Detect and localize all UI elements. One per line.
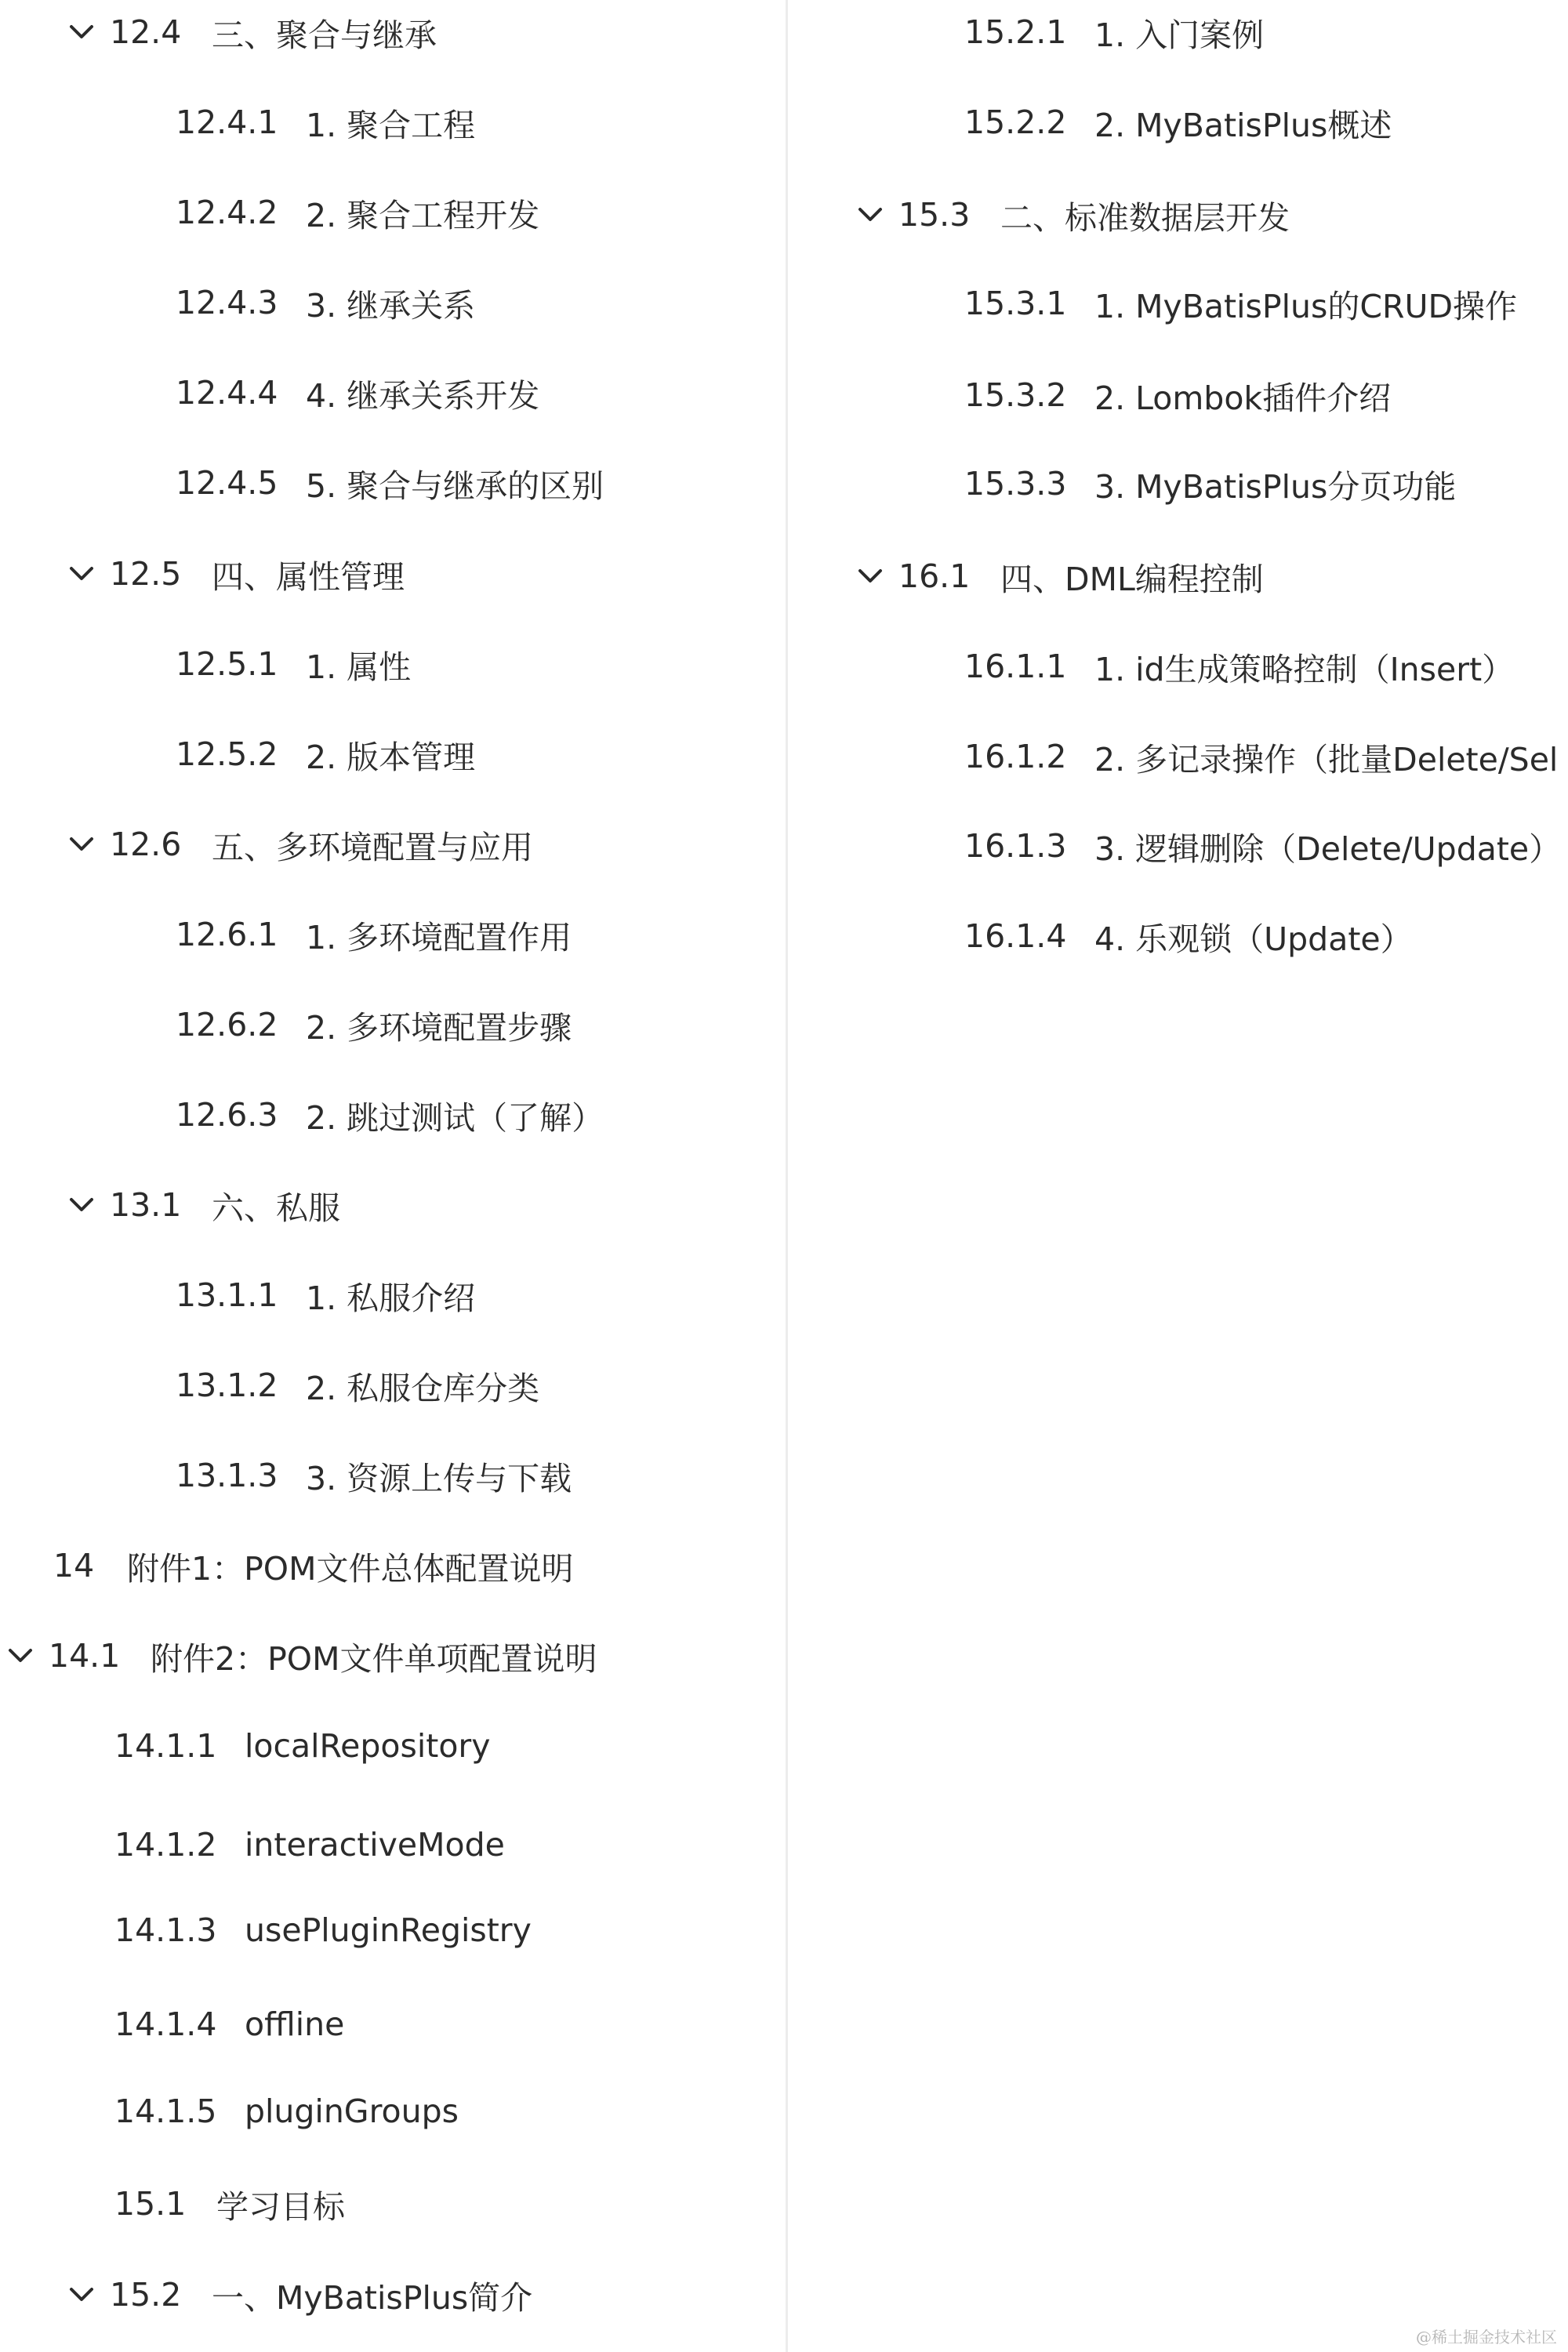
toc-item-12-4-4[interactable]: [176, 365, 539, 420]
toc-label: 3. MyBatisPlus分页功能: [1094, 467, 1457, 506]
toc-label: 五、多环境配置与应用: [212, 828, 533, 866]
toc-label: 三、聚合与继承: [212, 16, 437, 54]
toc-number: 12.6: [110, 826, 182, 863]
toc-label: 2. 多记录操作（批量Delete/Sel: [1094, 740, 1559, 779]
chevron-down-icon[interactable]: [66, 558, 97, 590]
toc-label: 2. Lombok插件介绍: [1094, 379, 1392, 417]
toc-number: 14.1.5: [114, 2092, 217, 2130]
toc-number: 13.1.2: [176, 1367, 278, 1404]
toc-number: 15.3.2: [964, 376, 1067, 414]
toc-item-12-4-2[interactable]: [176, 185, 539, 240]
chevron-down-icon[interactable]: [5, 1640, 36, 1671]
toc-number: 12.4.5: [176, 464, 278, 502]
toc-right-column: [787, 0, 1568, 2352]
toc-item-12-6-1[interactable]: [176, 907, 572, 962]
toc-number: 14.1.2: [114, 1826, 217, 1864]
toc-label: 1. 入门案例: [1094, 16, 1265, 54]
toc-label: 3. 继承关系: [306, 286, 476, 325]
toc-item-12-4-1[interactable]: [176, 95, 475, 150]
toc-number: 14.1.1: [114, 1727, 217, 1765]
toc-label: 附件2：POM文件单项配置说明: [151, 1639, 597, 1678]
toc-number: 12.4.1: [176, 103, 278, 141]
toc-item-16-1[interactable]: [855, 549, 1264, 604]
toc-item-13-1-1[interactable]: [176, 1268, 475, 1323]
toc-number: 14.1.4: [114, 2005, 217, 2043]
toc-number: 12.4.4: [176, 374, 278, 412]
toc-number: 16.1.4: [964, 917, 1067, 955]
toc-label: 1. 属性: [306, 648, 412, 686]
toc-item-12-4-5[interactable]: [176, 456, 604, 510]
chevron-down-icon[interactable]: [66, 829, 97, 860]
toc-label: 四、属性管理: [212, 557, 405, 596]
toc-item-15-2-2[interactable]: [964, 95, 1392, 150]
toc-number: 13.1.3: [176, 1457, 278, 1494]
toc-item-14-1-4[interactable]: [114, 1997, 344, 2052]
toc-number: 15.3.1: [964, 285, 1067, 322]
toc-number: 12.4.3: [176, 284, 278, 321]
toc-number: 14: [53, 1547, 95, 1584]
toc-number: 16.1.3: [964, 827, 1067, 865]
chevron-down-icon[interactable]: [66, 16, 97, 48]
toc-item-16-1-4[interactable]: [964, 909, 1413, 964]
chevron-down-icon[interactable]: [855, 561, 886, 592]
toc-label: 2. 多环境配置步骤: [306, 1008, 572, 1047]
toc-label: 二、标准数据层开发: [1000, 198, 1290, 237]
toc-label: 1. 多环境配置作用: [306, 918, 572, 956]
toc-item-14-1[interactable]: [5, 1628, 597, 1683]
toc-label: 2. MyBatisPlus概述: [1094, 106, 1392, 144]
toc-label: localRepository: [245, 1727, 491, 1765]
chevron-down-icon[interactable]: [66, 1189, 97, 1221]
toc-label: interactiveMode: [245, 1826, 505, 1864]
toc-item-16-1-1[interactable]: [964, 639, 1514, 694]
toc-number: 12.5.2: [176, 735, 278, 773]
toc-item-15-2[interactable]: [66, 2267, 532, 2322]
toc-label: offline: [245, 2005, 345, 2043]
toc-label: 附件1：POM文件总体配置说明: [127, 1549, 574, 1588]
toc-item-12-5-2[interactable]: [176, 727, 475, 782]
toc-number: 16.1.2: [964, 738, 1067, 775]
toc-number: 15.2.1: [964, 13, 1067, 51]
toc-label: 六、私服: [212, 1189, 340, 1227]
toc-item-16-1-3[interactable]: [964, 818, 1561, 873]
toc-item-13-1-3[interactable]: [176, 1448, 572, 1503]
toc-label: 3. 逻辑删除（Delete/Update）: [1094, 829, 1562, 868]
toc-number: 13.1.1: [176, 1276, 278, 1314]
toc-item-15-3[interactable]: [855, 187, 1290, 242]
toc-label: 2. 私服仓库分类: [306, 1369, 540, 1407]
toc-label: 1. id生成策略控制（Insert）: [1094, 650, 1515, 688]
toc-number: 12.6.2: [176, 1006, 278, 1044]
toc-number: 15.2: [110, 2276, 182, 2314]
toc-label: usePluginRegistry: [245, 1911, 532, 1949]
toc-label: 1. 聚合工程: [306, 106, 476, 144]
toc-number: 12.4.2: [176, 194, 278, 231]
toc-label: 1. MyBatisPlus的CRUD操作: [1094, 287, 1518, 325]
toc-item-12-4-3[interactable]: [176, 275, 475, 330]
toc-item-15-2-1[interactable]: [964, 5, 1264, 60]
toc-number: 15.3: [898, 196, 971, 234]
toc-item-13-1[interactable]: [66, 1178, 340, 1232]
toc-label: 4. 继承关系开发: [306, 376, 540, 415]
toc-item-12-6[interactable]: [66, 817, 533, 872]
toc-label: 学习目标: [216, 2187, 345, 2226]
toc-item-15-3-1[interactable]: [964, 276, 1517, 331]
toc-number: 12.5: [110, 555, 182, 593]
chevron-down-icon[interactable]: [855, 199, 886, 230]
toc-number: 16.1: [898, 557, 971, 595]
toc-item-15-1[interactable]: [114, 2176, 345, 2231]
toc-number: 14.1: [49, 1637, 121, 1675]
toc-number: 12.6.3: [176, 1096, 278, 1134]
toc-item-14-1-2[interactable]: [114, 1817, 505, 1872]
toc-item-12-6-2[interactable]: [176, 997, 572, 1052]
toc-label: 2. 跳过测试（了解）: [306, 1098, 604, 1137]
toc-label: 4. 乐观锁（Update）: [1094, 920, 1413, 958]
toc-item-13-1-2[interactable]: [176, 1358, 539, 1413]
toc-number: 12.5.1: [176, 645, 278, 683]
toc-label: 3. 资源上传与下载: [306, 1459, 572, 1497]
toc-number: 15.2.2: [964, 103, 1067, 141]
toc-item-14[interactable]: [53, 1538, 573, 1593]
toc-number: 15.3.3: [964, 465, 1067, 503]
toc-number: 16.1.1: [964, 648, 1067, 685]
toc-label: 四、DML编程控制: [1000, 560, 1264, 598]
toc-item-15-3-2[interactable]: [964, 368, 1391, 423]
toc-item-12-6-3[interactable]: [176, 1087, 604, 1142]
toc-number: 15.1: [114, 2185, 187, 2223]
toc-item-14-1-5[interactable]: [114, 2084, 459, 2139]
toc-item-16-1-2[interactable]: [964, 729, 1558, 784]
toc-item-12-4[interactable]: [66, 5, 437, 60]
toc-label: 2. 版本管理: [306, 738, 476, 776]
toc-item-15-3-3[interactable]: [964, 456, 1456, 511]
toc-item-12-5-1[interactable]: [176, 637, 411, 691]
toc-number: 12.4: [110, 13, 182, 51]
toc-label: 一、MyBatisPlus简介: [212, 2278, 533, 2317]
toc-number: 13.1: [110, 1186, 182, 1224]
toc-item-12-5[interactable]: [66, 546, 405, 601]
toc-number: 14.1.3: [114, 1911, 217, 1949]
toc-label: 2. 聚合工程开发: [306, 196, 540, 234]
toc-item-14-1-1[interactable]: [114, 1719, 491, 1773]
toc-label: 5. 聚合与继承的区别: [306, 466, 604, 505]
chevron-down-icon[interactable]: [66, 2279, 97, 2310]
watermark: @稀土掘金技术社区: [1416, 2328, 1557, 2347]
toc-number: 12.6.1: [176, 916, 278, 953]
toc-label: pluginGroups: [245, 2092, 459, 2130]
toc-label: 1. 私服介绍: [306, 1279, 476, 1317]
toc-item-14-1-3[interactable]: [114, 1903, 532, 1958]
